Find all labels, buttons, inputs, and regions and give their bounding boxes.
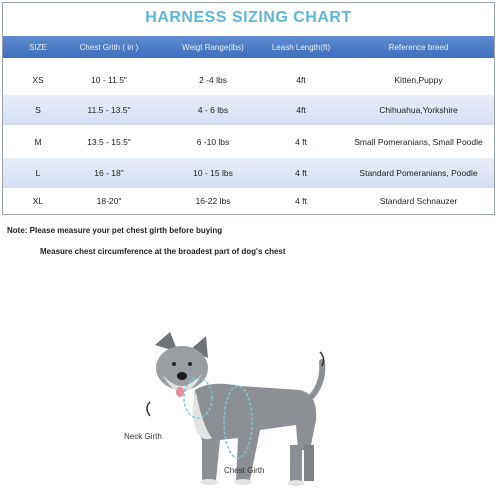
cell-size: L — [35, 168, 41, 178]
table-header-row — [3, 36, 494, 58]
dog-eye-left — [172, 362, 176, 366]
cell-size: S — [35, 105, 41, 115]
dog-tail — [312, 362, 322, 396]
cell-leash-length: 4ft — [296, 105, 306, 115]
cell-chest-girth: 10 - 11.5" — [91, 75, 127, 85]
dog-head — [156, 346, 208, 390]
cell-weight-range: 16-22 lbs — [195, 196, 231, 206]
dog-back-leg — [304, 445, 314, 481]
table-row — [3, 189, 494, 213]
cell-size: XS — [32, 75, 44, 85]
cell-weight-range: 6 -10 lbs — [196, 137, 230, 147]
chart-title: HARNESS SIZING CHART — [145, 9, 352, 26]
header-reference-breed: Reference breed — [388, 42, 449, 52]
cell-weight-range: 10 - 15 lbs — [193, 168, 233, 178]
note-text: Note: Please measure your pet chest girth before buying — [7, 226, 223, 235]
table-row — [3, 65, 494, 95]
cell-leash-length: 4 ft — [295, 168, 307, 178]
cell-size: M — [34, 137, 42, 147]
table-row — [3, 95, 494, 125]
cell-reference-breed: Kitten,Puppy — [394, 75, 443, 85]
header-size: SIZE — [29, 42, 47, 52]
cell-chest-girth: 13.5 - 15.5" — [87, 137, 131, 147]
dog-eye-right — [188, 362, 192, 366]
cell-chest-girth: 16 - 18" — [94, 168, 124, 178]
cell-reference-breed: Chihuahua,Yorkshire — [379, 105, 458, 115]
cell-reference-breed: Small Pomeranians, Small Poodle — [354, 137, 483, 147]
dog-tongue — [176, 387, 184, 397]
cell-leash-length: 4ft — [296, 75, 306, 85]
dog-back-leg — [290, 445, 302, 483]
cell-weight-range: 4 - 6 lbs — [197, 105, 229, 115]
dog-paw — [200, 479, 218, 485]
header-leash-length: Leash Length(ft) — [271, 42, 331, 52]
table-row — [3, 158, 494, 188]
neck-girth-label: Neck Girth — [124, 432, 162, 441]
dog-paw — [288, 480, 304, 486]
dog-paw — [234, 479, 252, 485]
measure-instruction: Measure chest circumference at the broadest part of dog's chest — [40, 247, 286, 256]
cell-reference-breed: Standard Schnauzer — [379, 196, 458, 206]
cell-leash-length: 4 ft — [295, 196, 307, 206]
header-weight-range: Weigt Range(lbs) — [182, 42, 244, 52]
cell-weight-range: 2 -4 lbs — [199, 75, 227, 85]
cell-reference-breed: Standard Pomeranians, Poodle — [359, 168, 478, 178]
cell-chest-girth: 11.5 - 13.5" — [87, 105, 131, 115]
sizing-chart — [2, 2, 495, 215]
cell-chest-girth: 18-20" — [96, 196, 122, 206]
table-row — [3, 127, 494, 157]
chest-girth-label: Chest Girth — [224, 466, 265, 475]
cell-size: XL — [32, 196, 44, 206]
dog-nose — [177, 372, 187, 380]
header-chest-girth: Chest Grith ( in ) — [79, 42, 139, 52]
cell-leash-length: 4 ft — [295, 137, 307, 147]
wag-mark-icon — [147, 402, 150, 416]
